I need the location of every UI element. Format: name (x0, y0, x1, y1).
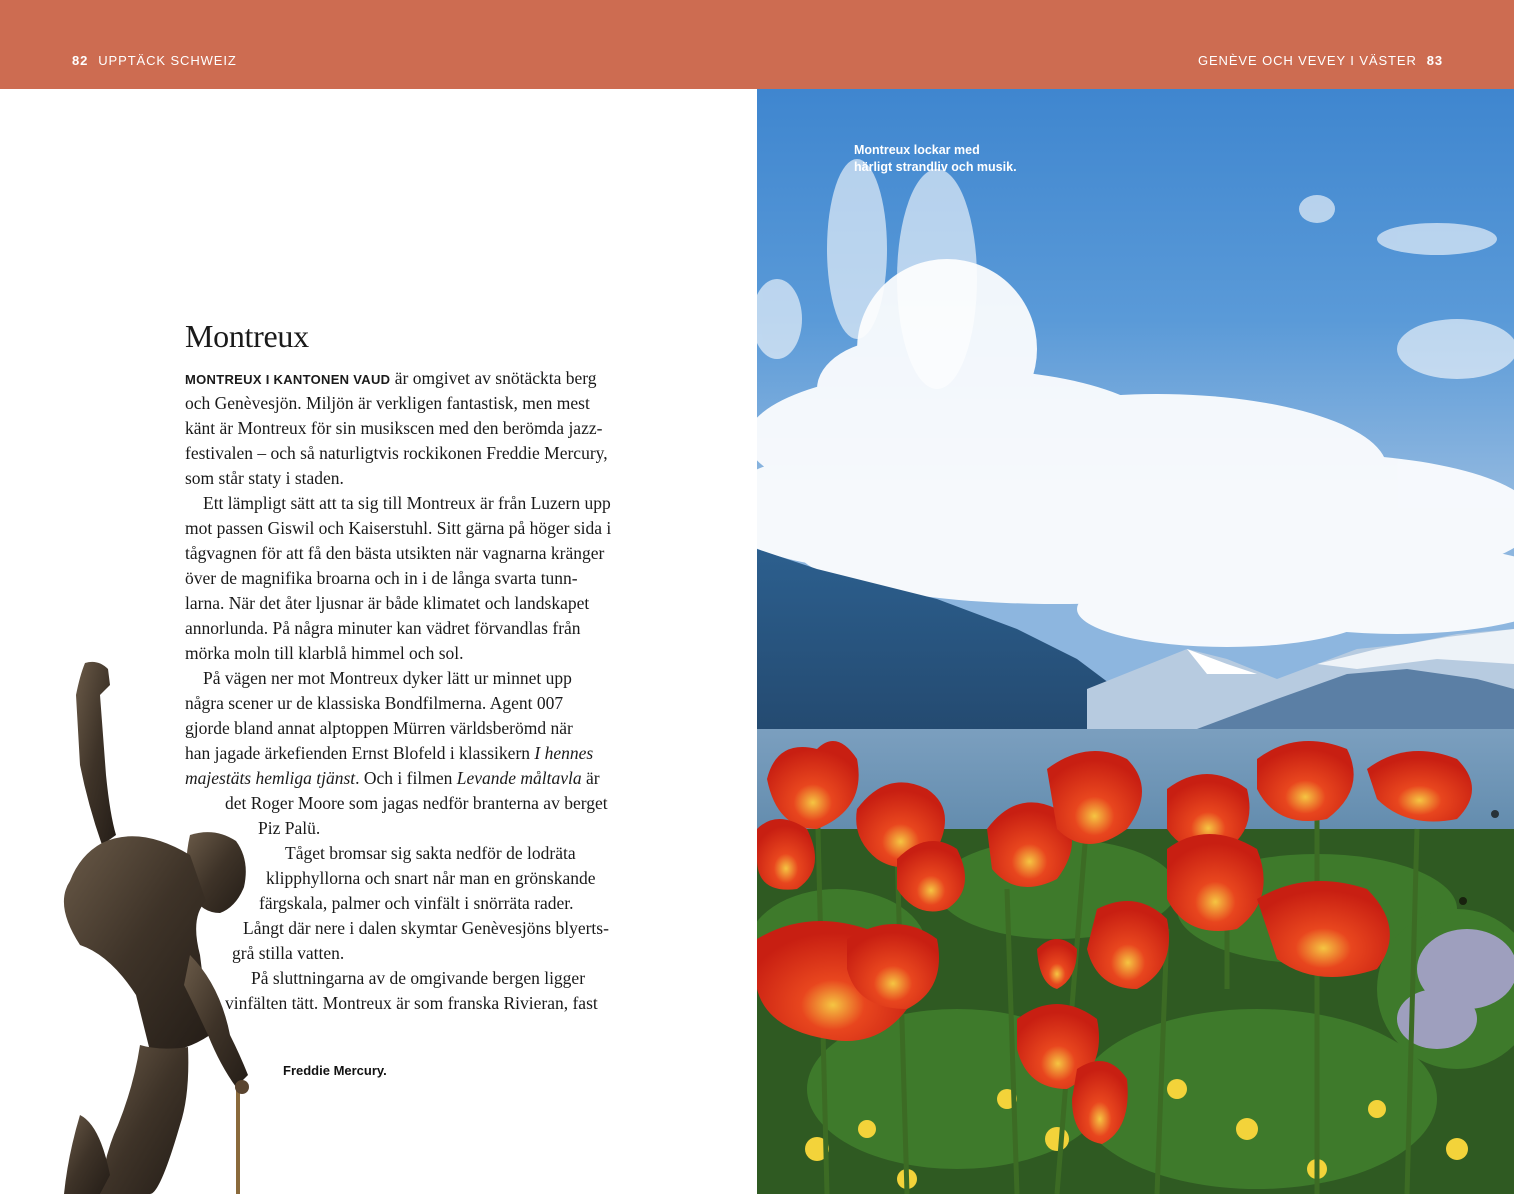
text-line: som står staty i staden. (185, 468, 344, 488)
page-header (0, 0, 1514, 89)
text-line: mot passen Giswil och Kaiserstuhl. Sitt gärna på höger sida i (185, 518, 612, 538)
lake-tulips-photo (757, 89, 1514, 1194)
text-line: gjorde bland annat alptoppen Mürren världsberömd när (185, 718, 573, 738)
text-line: Piz Palü. (258, 818, 321, 838)
text-line: några scener ur de klassiska Bondfilmerna. Agent 007 (185, 693, 564, 713)
text-fragment: han jagade ärkefienden Ernst Blofeld i klassikern (185, 743, 535, 763)
film-title-italic: I hennes (534, 743, 594, 763)
text-line: Tåget bromsar sig sakta nedför de lodräta (285, 843, 576, 863)
right-section-title: GENÈVE OCH VEVEY I VÄSTER (1197, 53, 1417, 68)
statue-caption: Freddie Mercury. (283, 1063, 387, 1078)
text-line: klipphyllorna och snart når man en grönskande (266, 868, 596, 888)
photo-caption-line1: Montreux lockar med (854, 143, 980, 157)
lead-in: MONTREUX I KANTONEN VAUD (185, 372, 391, 387)
left-running-head (72, 53, 237, 68)
text-line (185, 366, 597, 392)
right-running-head (1198, 53, 1443, 68)
text-line: över de magnifika broarna och in i de långa svarta tunn- (185, 568, 578, 588)
text-line: larna. När det åter ljusnar är både klimatet och landskapet (185, 593, 590, 613)
article-title: Montreux (185, 318, 309, 354)
text-line: vinfälten tätt. Montreux är som franska Rivieran, fast (225, 993, 598, 1013)
text-line (185, 741, 593, 766)
text-line: känt är Montreux för sin musikscen med den berömda jazz- (185, 418, 603, 438)
right-page-number: 83 (1426, 53, 1443, 68)
text-fragment: är omgivet av snötäckta berg (390, 368, 597, 388)
photo-caption-line2: härligt strandliv och musik. (854, 160, 1017, 174)
text-line (185, 766, 600, 791)
text-line: mörka moln till klarblå himmel och sol. (185, 643, 464, 663)
text-line: festivalen – och så naturligtvis rockikonen Freddie Mercury, (185, 443, 608, 463)
text-line: Långt där nere i dalen skymtar Genèvesjöns blyerts- (243, 918, 609, 938)
text-fragment: . Och i filmen (355, 768, 457, 788)
left-page-number: 82 (72, 53, 89, 68)
text-line: färgskala, palmer och vinfält i snörräta rader. (259, 893, 574, 913)
text-line: På vägen ner mot Montreux dyker lätt ur minnet upp (203, 668, 572, 688)
text-line: På sluttningarna av de omgivande bergen ligger (251, 968, 586, 988)
text-line: och Genèvesjön. Miljön är verkligen fantastisk, men mest (185, 393, 590, 413)
film-title-italic: majestäts hemliga tjänst (185, 768, 356, 788)
text-line: annorlunda. På några minuter kan vädret förvandlas från (185, 618, 581, 638)
photo-caption (854, 142, 1114, 176)
text-fragment: är (581, 768, 600, 788)
text-line: grå stilla vatten. (232, 943, 345, 963)
text-line: Ett lämpligt sätt att ta sig till Montreux är från Luzern upp (203, 493, 611, 513)
text-line: tågvagnen för att få den bästa utsikten när vagnarna kränger (185, 543, 605, 563)
film-title-italic: Levande måltavla (456, 768, 582, 788)
text-line: det Roger Moore som jagas nedför branterna av berget (225, 793, 608, 813)
left-section-title: UPPTÄCK SCHWEIZ (98, 53, 237, 68)
